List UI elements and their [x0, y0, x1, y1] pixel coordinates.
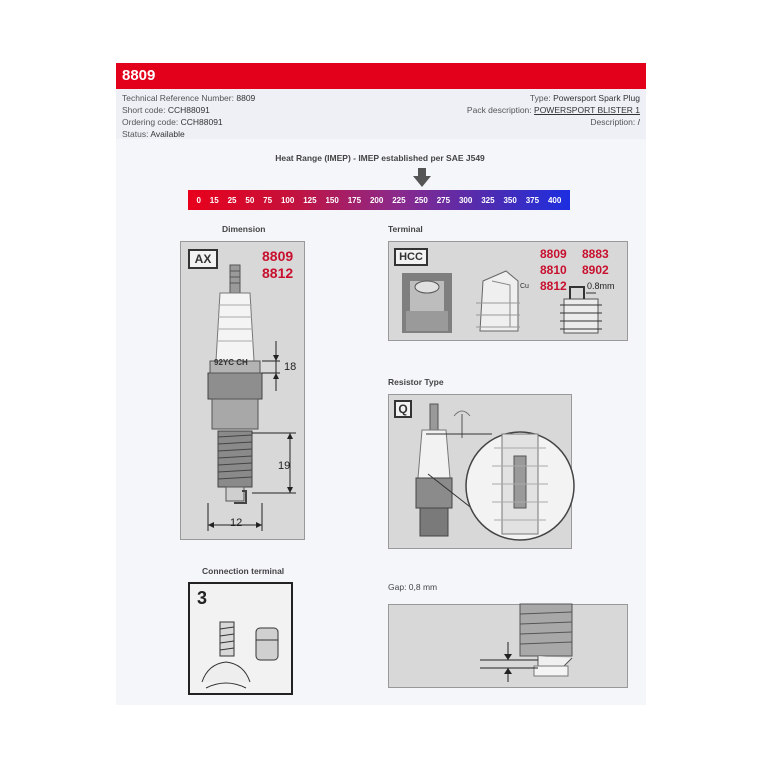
connection-terminal-illustration — [188, 582, 293, 695]
description-value: / — [637, 117, 640, 127]
terminal-code-3: 8810 — [540, 263, 567, 277]
dimension-code-2: 8812 — [262, 265, 294, 281]
heat-range-tick: 100 — [280, 195, 295, 205]
tech-ref-row — [122, 93, 255, 103]
product-title-bar — [116, 63, 646, 89]
dimension-code-1: 8809 — [262, 248, 294, 264]
type-value: Powersport Spark Plug — [553, 93, 640, 103]
tech-ref-value: 8809 — [236, 93, 256, 103]
description-row — [590, 117, 640, 127]
heat-range-tick: 225 — [392, 195, 406, 205]
resistor-illustration — [388, 394, 572, 549]
terminal-code-1: 8809 — [540, 247, 567, 261]
tech-ref-label: Technical Reference Number: — [122, 93, 234, 103]
heat-range-tick: 375 — [525, 195, 540, 205]
description-label: Description: — [590, 117, 636, 127]
gap-illustration — [388, 604, 628, 688]
dimension-title: Dimension — [222, 224, 266, 234]
pack-link[interactable]: POWERSPORT BLISTER 1 — [534, 105, 640, 115]
status-value: Available — [150, 129, 185, 139]
heat-range-tick: 300 — [458, 195, 473, 205]
heat-range-tick: 325 — [481, 195, 495, 205]
heat-range-tick: 75 — [263, 195, 273, 205]
heat-range-tick: 400 — [547, 195, 562, 205]
type-row — [530, 93, 640, 103]
resistor-badge: Q — [394, 400, 412, 418]
terminal-illustration — [388, 241, 628, 341]
short-code-value: CCH88091 — [167, 105, 210, 115]
heat-indicator-arrow-icon — [413, 168, 431, 188]
terminal-code-4: 8902 — [582, 263, 609, 277]
dim-hex-label: 18 — [284, 361, 297, 373]
dim-thread-label: 19 — [278, 460, 291, 472]
type-label: Type: — [529, 93, 551, 103]
heat-range-tick: 15 — [209, 195, 219, 205]
heat-range-tick: 350 — [503, 195, 517, 205]
short-code-row — [122, 105, 210, 115]
connection-title: Connection terminal — [202, 566, 285, 576]
heat-range-tick: 250 — [414, 195, 428, 205]
terminal-title: Terminal — [388, 224, 423, 234]
dimension-badge: AX — [188, 249, 218, 269]
resistor-title: Resistor Type — [388, 377, 444, 387]
status-label: Status: — [122, 129, 149, 139]
status-row — [122, 129, 185, 139]
terminal-code-5: 8812 — [540, 279, 567, 293]
heat-range-tick: 150 — [325, 195, 339, 205]
product-info — [116, 89, 646, 139]
heat-range-tick: 50 — [245, 195, 255, 205]
gap-mm-label: 0.8mm — [587, 281, 615, 291]
heat-range-tick: 175 — [347, 195, 362, 205]
ordering-code-label: Ordering code: — [122, 117, 179, 127]
heat-range-tick: 275 — [436, 195, 451, 205]
terminal-badge: HCC — [394, 248, 428, 266]
cu-label: Cu — [520, 283, 529, 290]
heat-range-tick: 200 — [369, 195, 384, 205]
pack-label: Pack description: — [466, 105, 532, 115]
dim-diameter-label: 12 — [230, 517, 243, 529]
gap-title: Gap: 0,8 mm — [388, 582, 438, 592]
heat-range-tick: 25 — [227, 195, 237, 205]
heat-range-scale — [188, 190, 570, 210]
spark-plug-diagram — [180, 241, 305, 540]
heat-range-tick: 0 — [196, 195, 201, 205]
terminal-code-2: 8883 — [582, 247, 609, 261]
heat-range-tick: 125 — [303, 195, 317, 205]
short-code-label: Short code: — [122, 105, 166, 115]
pack-row — [467, 105, 640, 115]
product-title: 8809 — [122, 67, 156, 84]
plug-label: 92YC CH — [214, 358, 248, 367]
ordering-code-row — [122, 117, 223, 127]
connection-badge: 3 — [197, 588, 208, 608]
heat-range-title: Heat Range (IMEP) - IMEP established per SAE J549 — [275, 153, 485, 163]
ordering-code-value: CCH88091 — [180, 117, 223, 127]
